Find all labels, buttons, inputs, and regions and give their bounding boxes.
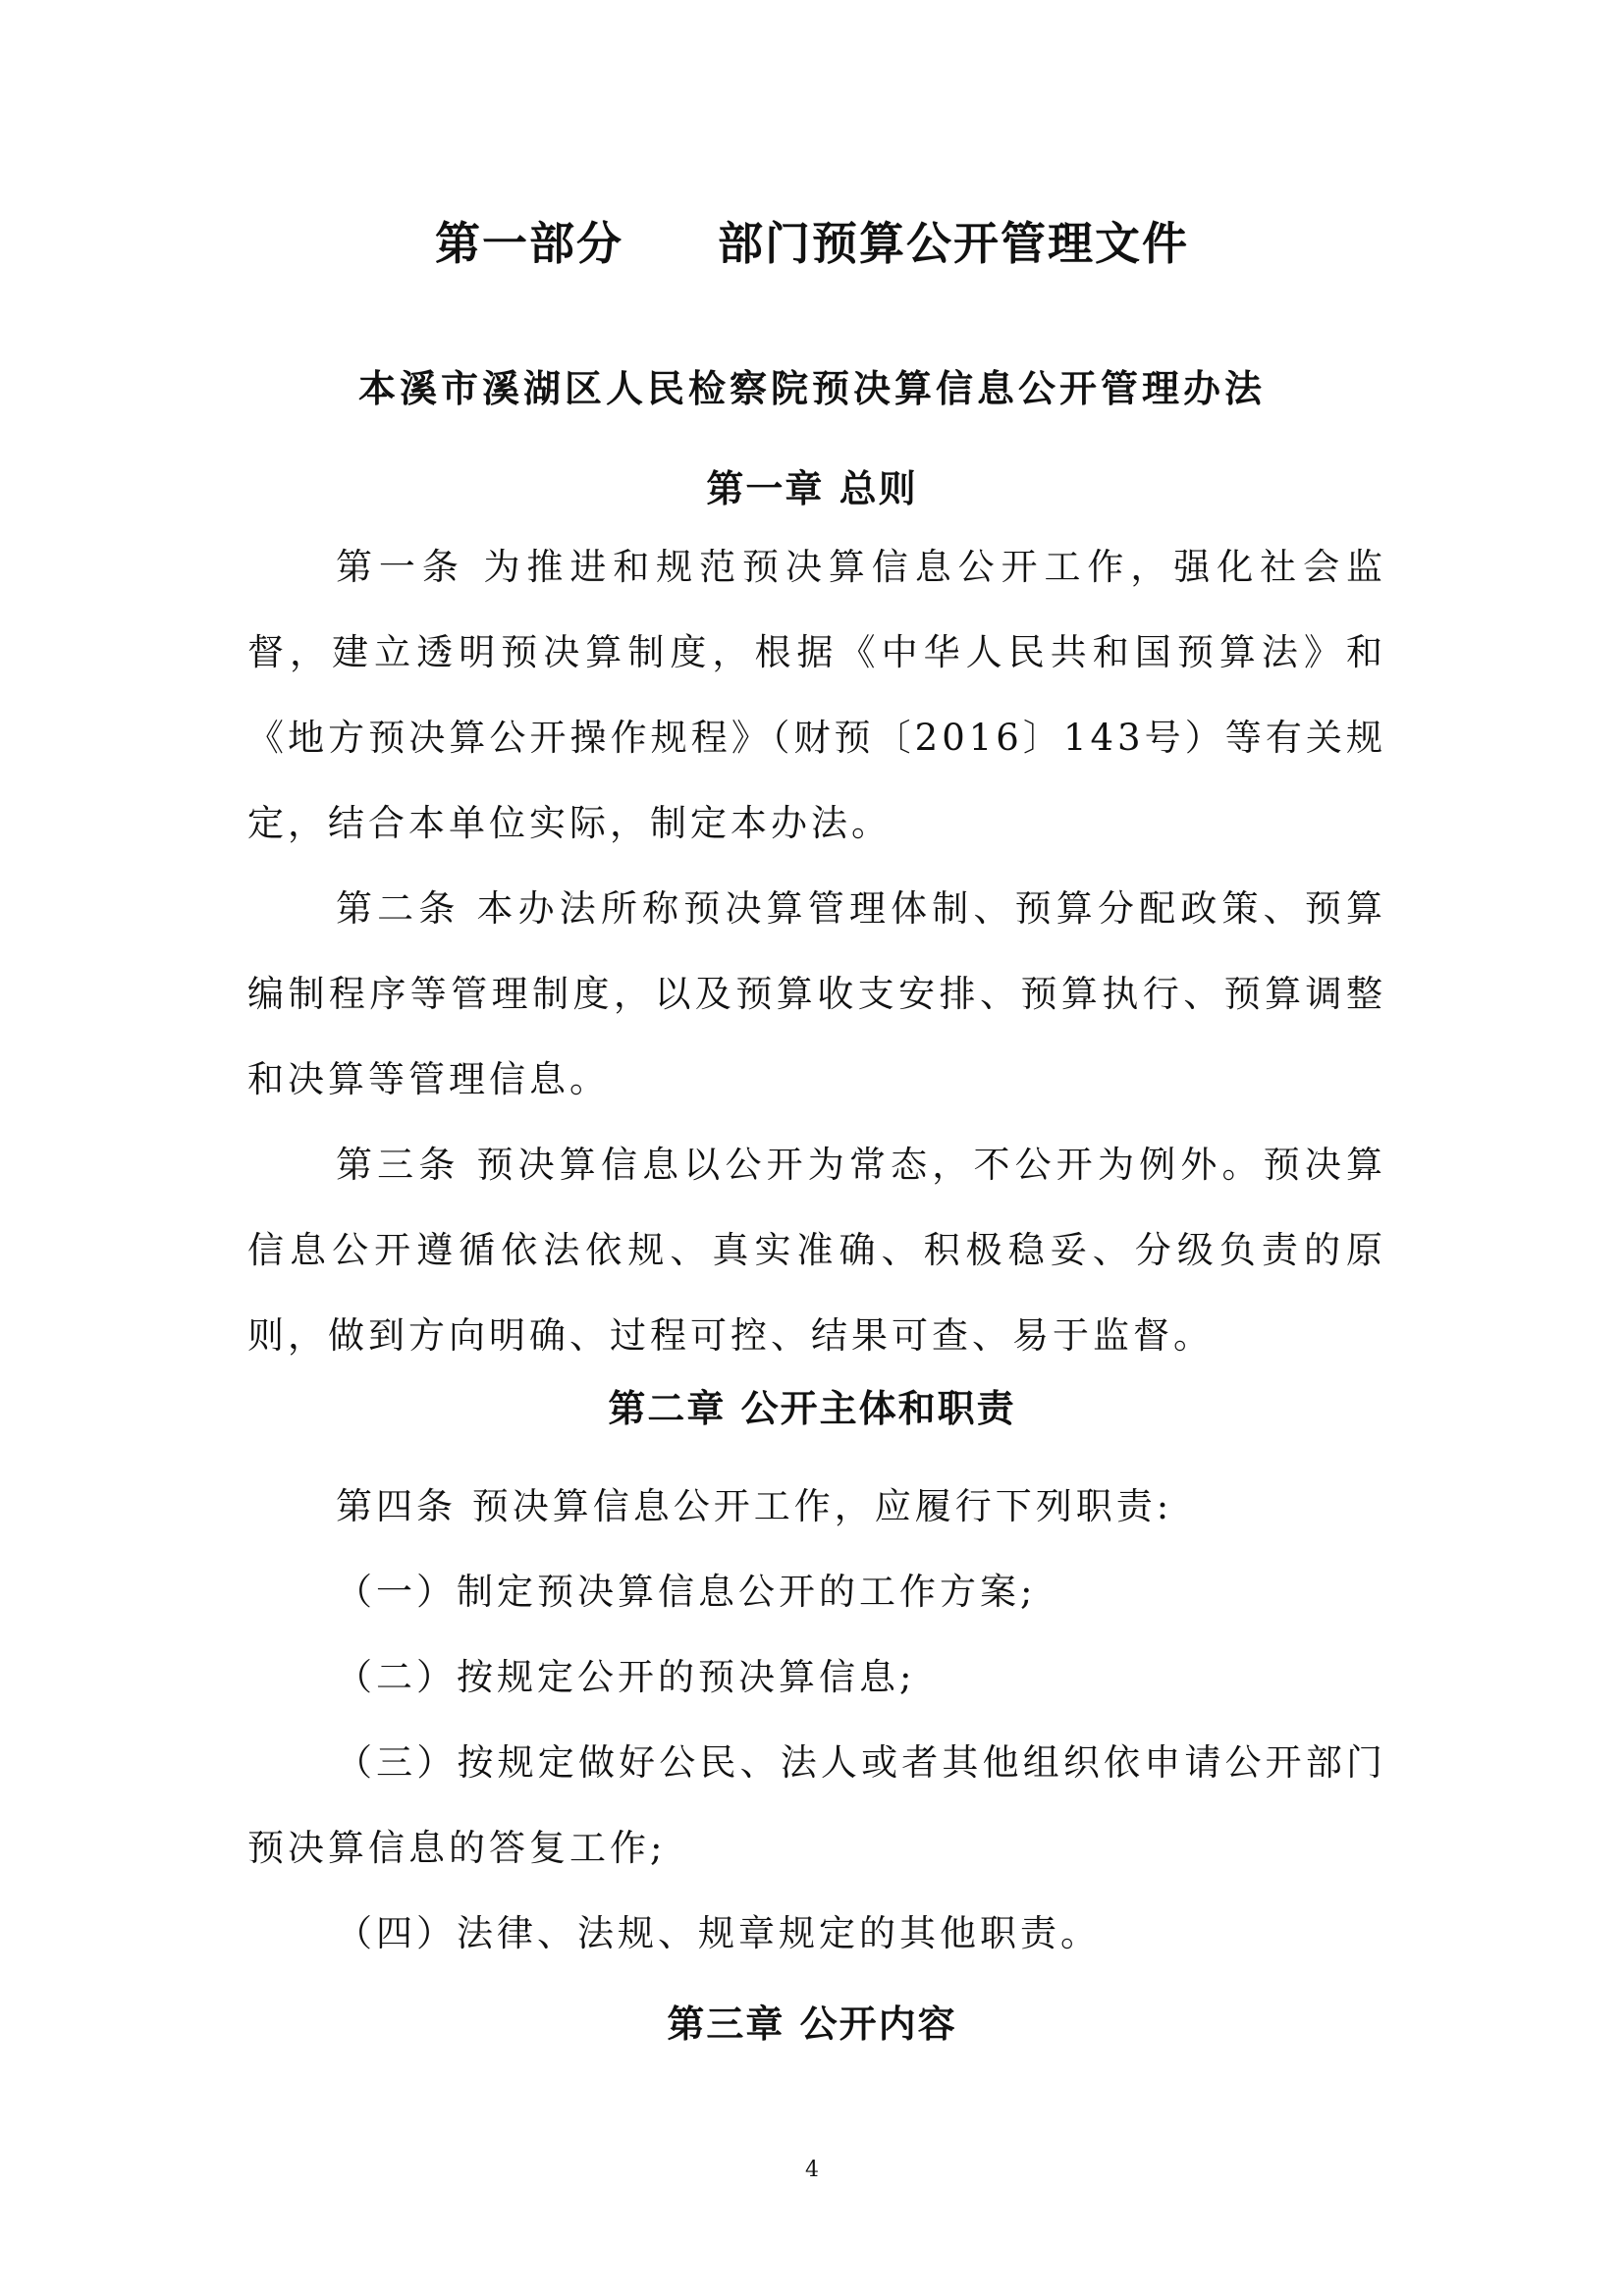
chapter-one-heading: 第一章 总则: [706, 467, 918, 510]
duty-item-3: （三）按规定做好公民、法人或者其他组织依申请公开部门预决算信息的答复工作;: [247, 1741, 1386, 1869]
duty-item-2: （二）按规定公开的预决算信息;: [336, 1656, 916, 1698]
article-1: 第一条 为推进和规范预决算信息公开工作，强化社会监督，建立透明预决算制度，根据《中华人民共和国预算法》和《地方预决算公开操作规程》（财预〔2016〕143号）等有关规定，结合本单位实际，制定本办法。: [247, 546, 1386, 844]
duty-item-4: （四）法律、法规、规章规定的其他职责。: [336, 1912, 1101, 1954]
document-title: 本溪市溪湖区人民检察院预决算信息公开管理办法: [357, 367, 1266, 410]
article-2: 第二条 本办法所称预决算管理体制、预算分配政策、预算编制程序等管理制度，以及预算收支安排、预算执行、预算调整和决算等管理信息。: [247, 887, 1386, 1100]
chapter-three-heading: 第三章 公开内容: [667, 2002, 957, 2046]
chapter-two-heading: 第二章 公开主体和职责: [608, 1387, 1016, 1430]
article-4: 第四条 预决算信息公开工作，应履行下列职责:: [336, 1485, 1173, 1527]
part-title: 第一部分 部门预算公开管理文件: [435, 217, 1189, 270]
article-3: 第三条 预决算信息以公开为常态，不公开为例外。预决算信息公开遵循依法依规、真实准确、积极稳妥、分级负责的原则，做到方向明确、过程可控、结果可查、易于监督。: [247, 1144, 1386, 1357]
page-number: 4: [805, 2158, 819, 2182]
duty-item-1: （一）制定预决算信息公开的工作方案;: [336, 1571, 1037, 1613]
